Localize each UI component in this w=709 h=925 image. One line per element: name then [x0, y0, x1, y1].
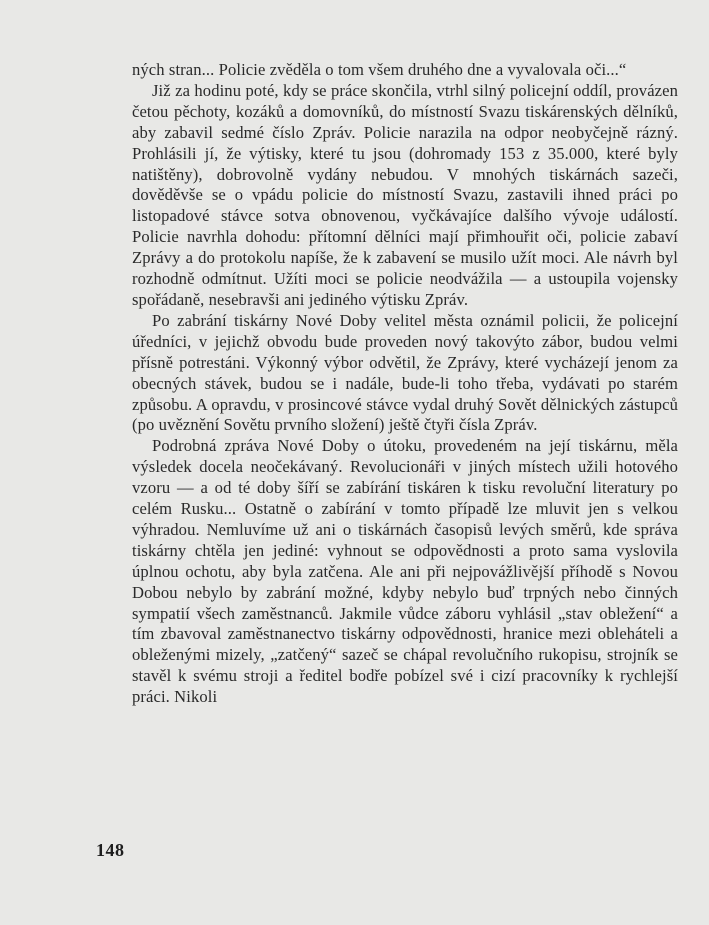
body-text: [132, 60, 678, 708]
paragraph-continuation: ných stran... Policie zvěděla o tom všem druhého dne a vyvalovala oči...“: [132, 60, 627, 79]
page-number: 148: [96, 840, 125, 860]
paragraph-police-raid: Již za hodinu poté, kdy se práce skončila, vtrhl silný policejní oddíl, provázen četou pěchoty, kozáků a domovníků, do místností Svazu tiskárenských dělníků, aby zabavil sedmé číslo Zpráv. Policie narazila na odpor neobyčejně rázný. Prohlásili jí, že výtisky, které tu jsou (dohromady 153 z 35.000, které byly natištěny), dobrovolně vydány nebudou. V mnohých tiskárnách sazeči, dověděvše se o vpádu policie do místností Svazu, zastavili ihned práci po listopadové stávce sotva obnovenou, vyčkávajíce dalšího vývoje událostí. Policie navrhla dohodu: přítomní dělníci mají přimhouřit oči, policie zabaví Zprávy a do protokolu napíše, že k zabavení se musilo užít moci. Ale návrh byl rozhodně odmítnut. Užíti moci se policie neodvážila — a ustoupila vojensky spořádaně, nesebravši ani jediného výtisku Zpráv.: [132, 80, 678, 309]
paragraph-detailed-report: Podrobná zpráva Nové Doby o útoku, provedeném na její tiskárnu, měla výsledek docela neočekávaný. Revolucionáři v jiných místech užili hotového vzoru — a od té doby šíří se zabírání tiskáren k tisku revoluční literatury po celém Rusku... Ostatně o zabírání v tomto případě lze mluvit jen s velkou výhradou. Nemluvíme už ani o tiskárnách časopisů levých směrů, kde správa tiskárny chtěla jen jediné: vyhnout se odpovědnosti a proto sama vyslovila úplnou ochotu, aby byla zatčena. Ale ani při nejpovážlivější příhodě s Novou Dobou nebylo by zabrání možné, kdyby nebylo buď trpných nebo činných sympatií všech zaměstnanců. Jakmile vůdce záboru vyhlásil „stav obležení“ a tím zbavoval zaměstnanectvo tiskárny odpovědnosti, hranice mezi obleháteli a obleženými mizely, „zatčený“ sazeč se chápal revolučního rukopisu, strojník se stavěl k svému stroji a ředitel bodře pobízel své i cizí pracovníky k rychlejší práci. Nikoli: [132, 436, 678, 707]
paragraph-nova-doba-seizure: Po zabrání tiskárny Nové Doby velitel města oznámil policii, že policejní úředníci, v jejichž obvodu bude proveden nový takovýto zábor, budou velmi přísně potrestáni. Výkonný výbor odvětil, že Zprávy, které vycházejí jenom za obecných stávek, budou se i nadále, bude-li toho třeba, vydávati po starém způsobu. A opravdu, v prosincové stávce vydal druhý Sovět dělnických zástupců (po uvěznění Sovětu prvního složení) ještě čtyři čísla Zpráv.: [132, 310, 678, 435]
